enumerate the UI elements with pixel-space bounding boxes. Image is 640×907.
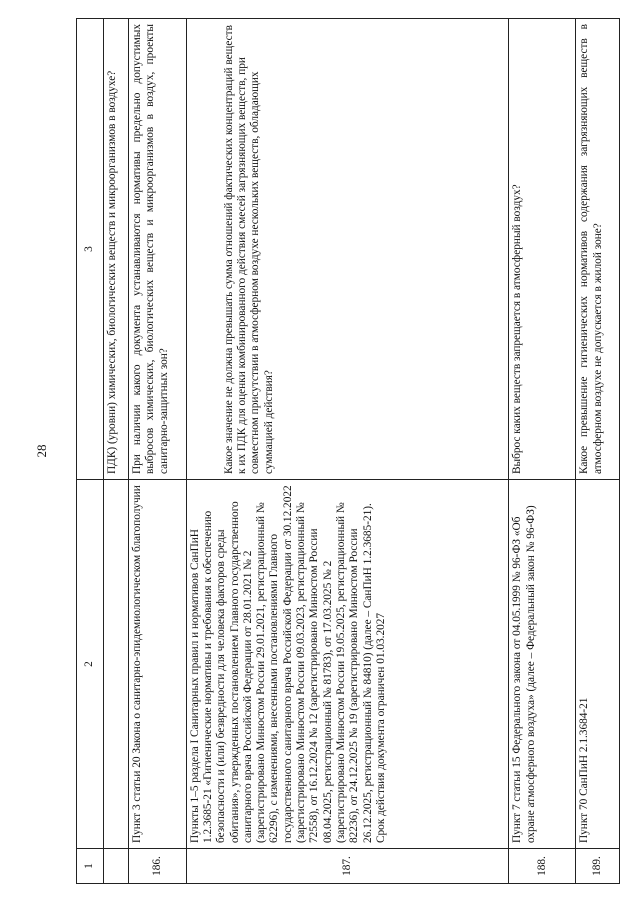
table-row [128, 19, 186, 884]
row-number: 187. [186, 849, 509, 884]
row-basis: Пункт 70 СанПиН 2.1.3684-21 [576, 480, 620, 849]
row-basis: Пункт 3 статьи 20 Закона о санитарно-эпидемиологическом благополучии [128, 480, 186, 849]
page-number: 28 [34, 444, 49, 458]
questions-table [76, 18, 620, 884]
table-row [576, 19, 620, 884]
table-row-continuation [103, 19, 128, 884]
row-basis: Пункты 1–5 раздела I Санитарных правил и нормативов СанПиН 1.2.3685-21 «Гигиенические нормативы и требования к обеспечению безопасности и (или) безвредности для человека факторов среды обитания», утвержденных постановлением Главного государственного санитарного врача Российской Федерации от 28.01.2021 № 2 (зарегистрировано Минюстом России 29.01.2021, регистрационный № 62296), с изменениями, внесенными постановлениями Главного государственного санитарного врача Российской Федерации от 30.12.2022 (зарегистрировано Минюстом России 09.03.2023, регистрационный № 72558), от 16.12.2024 № 12 (зарегистрировано Минюстом России 08.04.2025, регистрационный № 81783), от 17.03.2025 № 2 (зарегистрировано Минюстом России 19.05.2025, регистрационный № 82236), от 24.12.2025 № 19 (зарегистрировано Минюстом России 26.12.2025, регистрационный № 84810) (далее – СанПиН 1.2.3685-21). Срок действия документа ограничен 01.03.2027 [186, 480, 509, 849]
row-question: Какое значение не должна превышать сумма отношений фактических концентраций веществ к их ПДК для оценки комбинированного действия смесей загрязняющих веществ, при совместном присутствии в атмосферном воздухе нескольких веществ, обладающих суммацией действия? [186, 19, 509, 480]
row-question: При наличии какого документа устанавливаются нормативы предельно допустимых выбросов химических, биологических веществ и микроорганизмов в воздух, проекты санитарно-защитных зон? [128, 19, 186, 480]
table-row [509, 19, 576, 884]
rotated-table-container [76, 24, 620, 884]
row-question: ПДК) (уровни) химических, биологических веществ и микроорганизмов в воздухе? [103, 19, 128, 480]
row-question: Какое превышение гигиенических нормативов содержания загрязняющих веществ в атмосферном воздухе не допускается в жилой зоне? [576, 19, 620, 480]
header-col-3: 3 [77, 19, 104, 480]
row-number: 186. [128, 849, 186, 884]
row-number: 189. [576, 849, 620, 884]
row-basis [103, 480, 128, 849]
row-basis: Пункт 7 статьи 15 Федерального закона от 04.05.1999 № 96-ФЗ «Об охране атмосферного воздуха» (далее – Федеральный закон № 96-ФЗ) [509, 480, 576, 849]
row-number [103, 849, 128, 884]
header-col-2: 2 [77, 480, 104, 849]
row-number: 188. [509, 849, 576, 884]
table-row [186, 19, 509, 884]
table-header-row [77, 19, 104, 884]
header-col-1: 1 [77, 849, 104, 884]
row-question: Выброс каких веществ запрещается в атмосферный воздух? [509, 19, 576, 480]
